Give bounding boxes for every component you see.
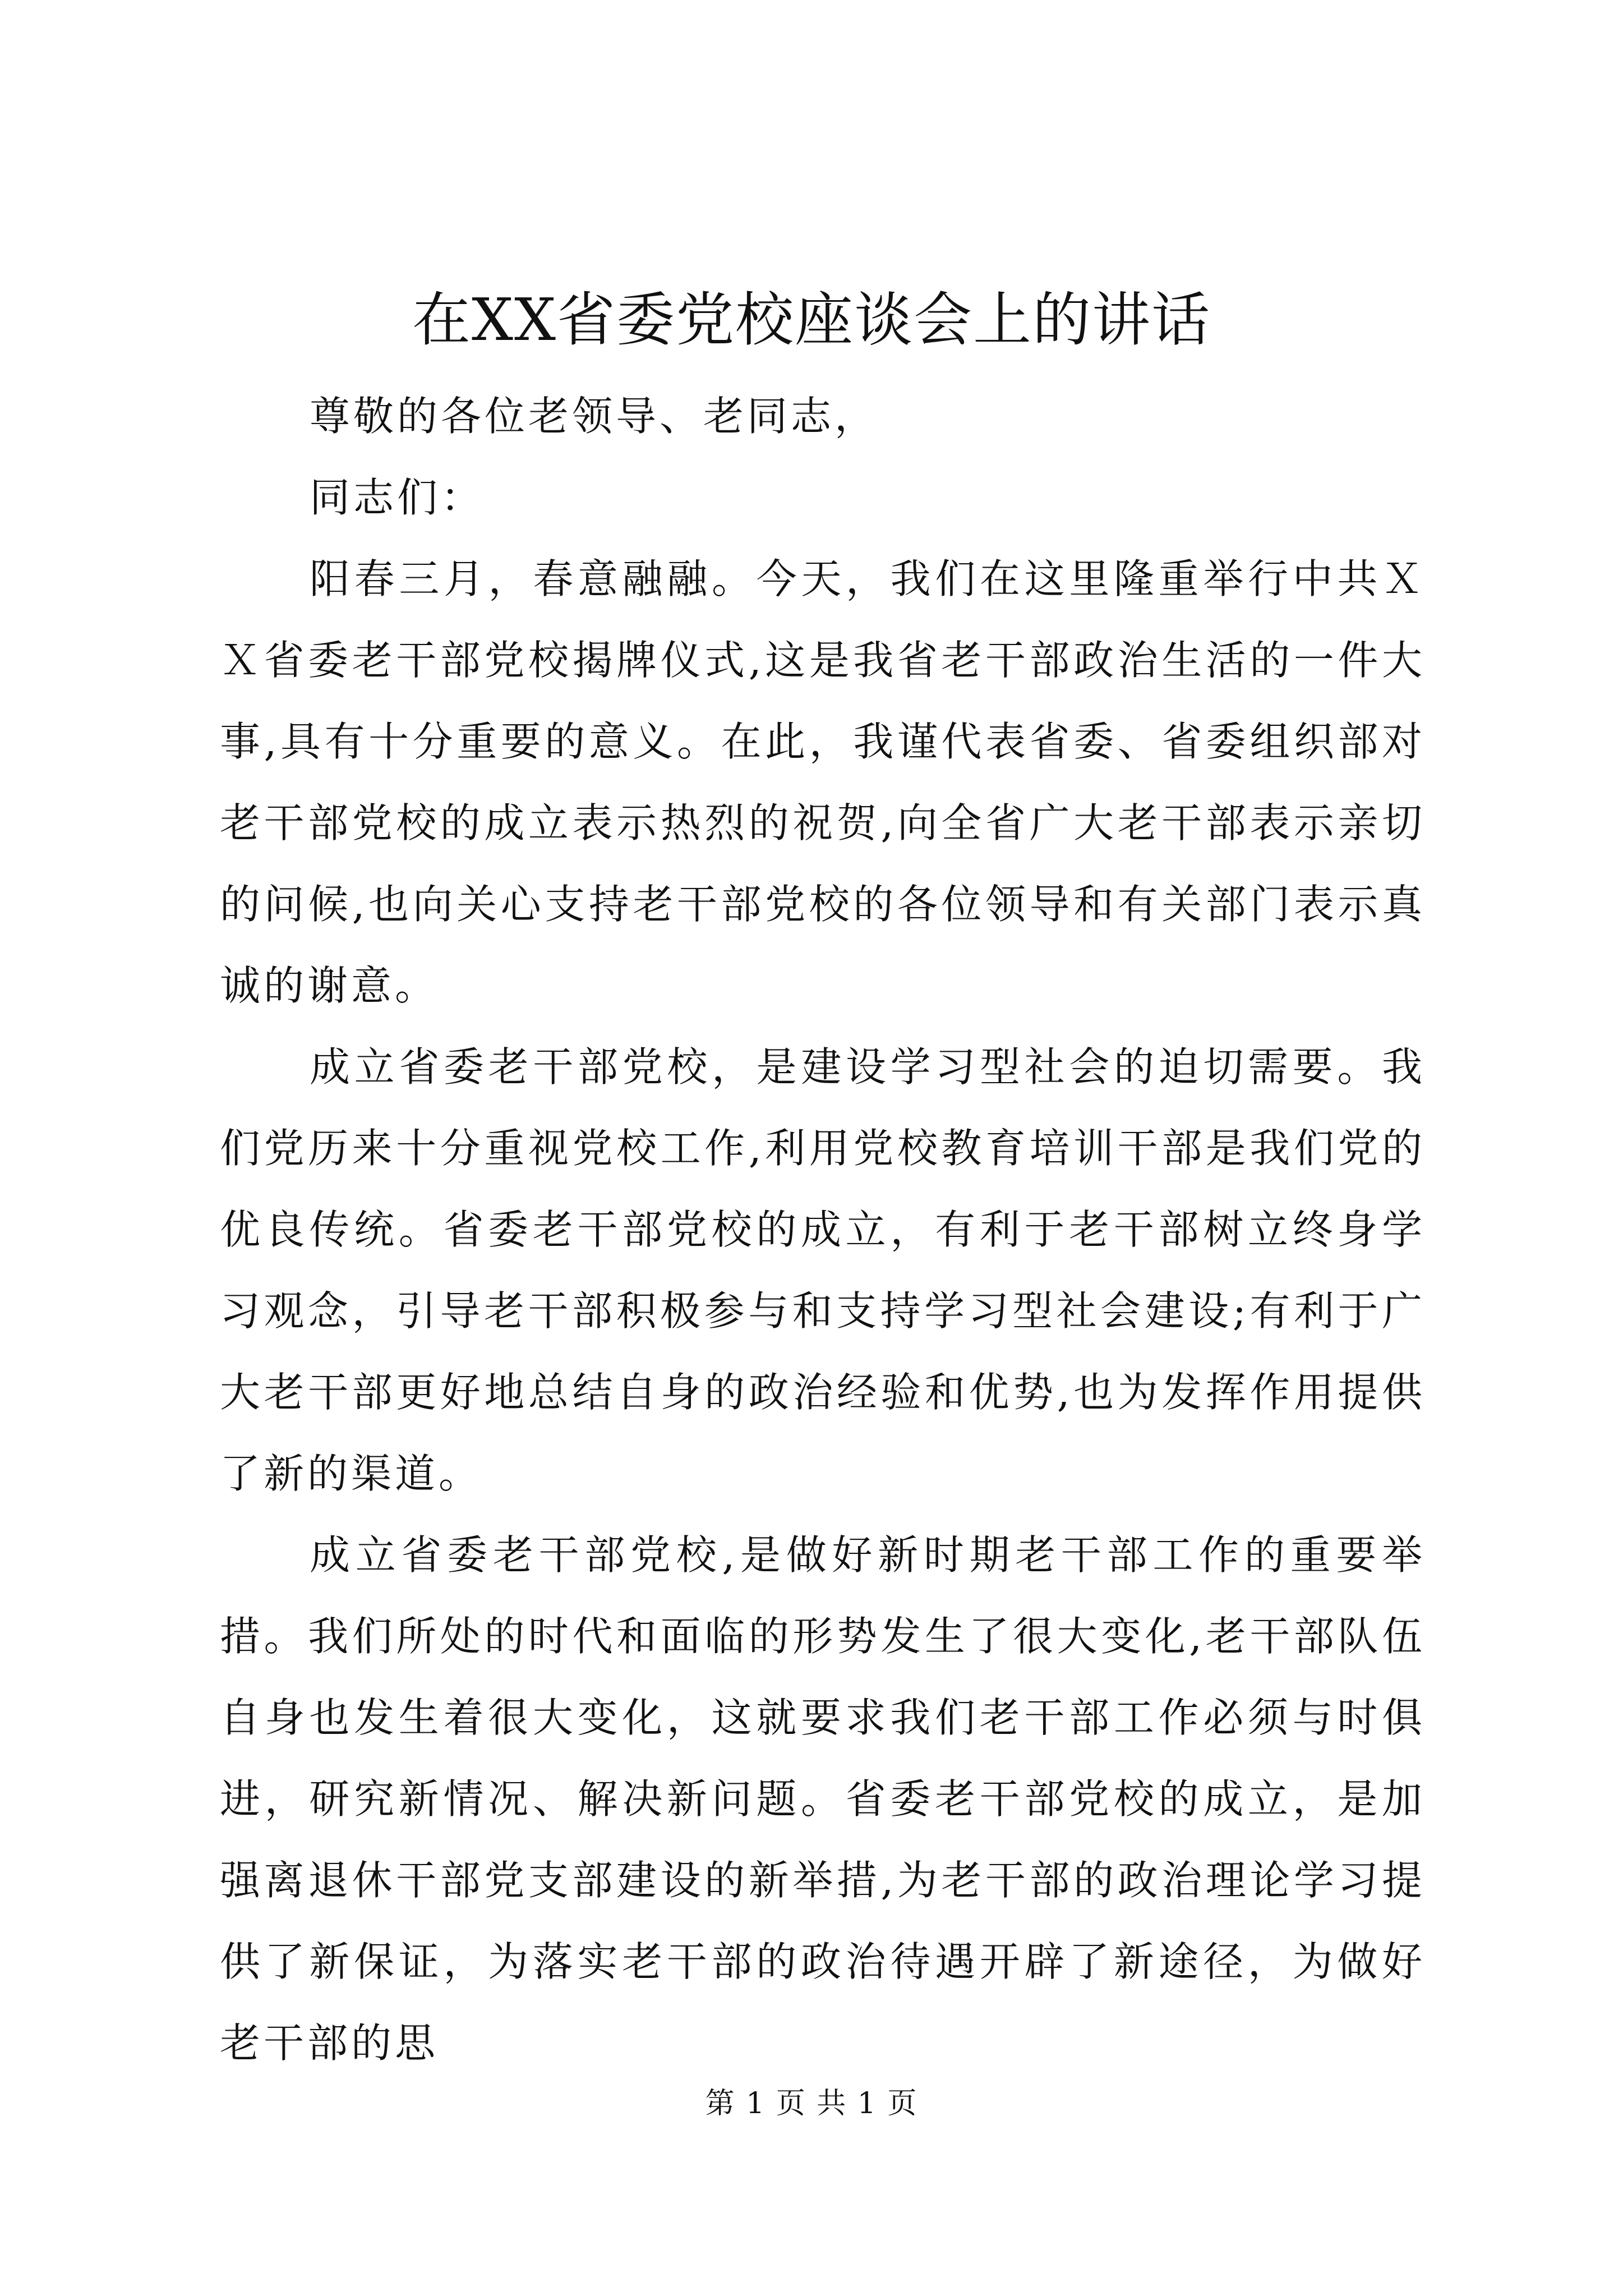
document-body xyxy=(220,376,1426,2084)
paragraph-3: 成立省委老干部党校,是做好新时期老干部工作的重要举措。我们所处的时代和面临的形势发生了很大变化,老干部队伍自身也发生着很大变化，这就要求我们老干部工作必须与时俱进，研究新情况、解决新问题。省委老干部党校的成立，是加强离退休干部党支部建设的新举措,为老干部的政治理论学习提供了新保证，为落实老干部的政治待遇开辟了新途径，为做好老干部的思 xyxy=(220,1531,1426,2067)
document-title: 在XX省委党校座谈会上的讲话 xyxy=(412,286,1211,354)
salutation-line-2: 同志们： xyxy=(310,474,485,521)
page-number-footer: 第 1 页 共 1 页 xyxy=(705,2087,918,2120)
paragraph-2: 成立省委老干部党校，是建设学习型社会的迫切需要。我们党历来十分重视党校工作,利用党校教育培训干部是我们党的优良传统。省委老干部党校的成立，有利于老干部树立终身学习观念，引导老干部积极参与和支持学习型社会建设;有利于广大老干部更好地总结自身的政治经验和优势,也为发挥作用提供了新的渠道。 xyxy=(220,1043,1426,1497)
salutation-line-1: 尊敬的各位老领导、老同志， xyxy=(310,393,879,440)
paragraph-1: 阳春三月，春意融融。今天，我们在这里隆重举行中共ＸＸ省委老干部党校揭牌仪式,这是我省老干部政治生活的一件大事,具有十分重要的意义。在此，我谨代表省委、省委组织部对老干部党校的成立表示热烈的祝贺,向全省广大老干部表示亲切的问候,也向关心支持老干部党校的各位领导和有关部门表示真诚的谢意。 xyxy=(220,555,1426,1009)
